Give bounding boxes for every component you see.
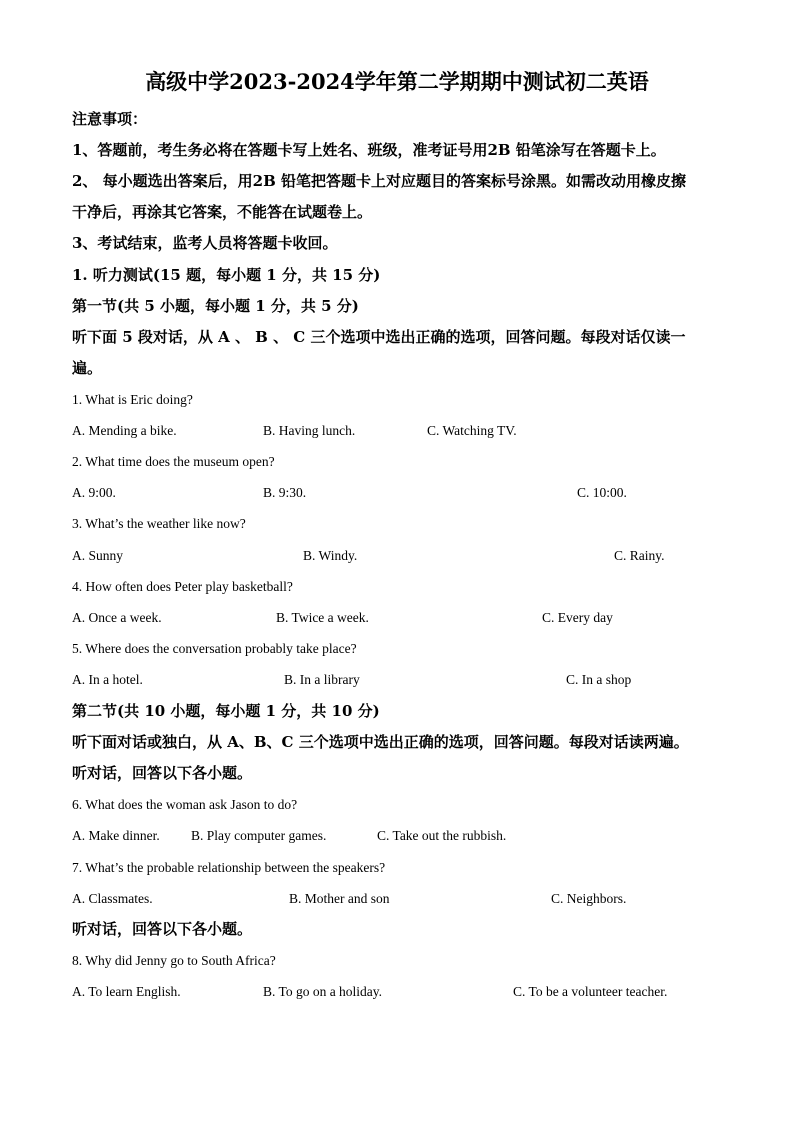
notice-item-1: 1、答题前，考生务必将在答题卡写上姓名、班级，准考证号用2B 铅笔涂写在答题卡上。 (72, 141, 666, 159)
question-8-stem: 8. Why did Jenny go to South Africa? (72, 953, 276, 968)
section2-sub-instruction-1: 听对话，回答以下各小题。 (72, 764, 253, 782)
section1-heading: 第一节(共 5 小题，每小题 1 分，共 5 分) (72, 297, 359, 315)
question-6-option-c: C. Take out the rubbish. (377, 828, 507, 843)
question-1-option-a: A. Mending a bike. (72, 423, 177, 438)
question-7-option-c: C. Neighbors. (551, 891, 627, 906)
section2-heading: 第二节(共 10 小题，每小题 1 分，共 10 分) (72, 702, 380, 720)
part1-heading: 1. 听力测试(15 题，每小题 1 分，共 15 分) (72, 266, 381, 284)
question-8-option-b: B. To go on a holiday. (263, 984, 383, 999)
question-4-option-a: A. Once a week. (72, 610, 162, 625)
question-1-option-c: C. Watching TV. (427, 423, 517, 438)
question-7-option-b: B. Mother and son (289, 891, 390, 906)
question-5-option-b: B. In a library (284, 672, 360, 687)
section2-instruction: 听下面对话或独白，从 A、B、C 三个选项中选出正确的选项，回答问题。每段对话读两遍。 (72, 733, 689, 751)
question-3-option-c: C. Rainy. (614, 548, 665, 563)
question-3-option-a: A. Sunny (72, 548, 124, 563)
question-6-stem: 6. What does the woman ask Jason to do? (72, 797, 298, 812)
notice-item-3: 3、考试结束，监考人员将答题卡收回。 (72, 234, 338, 252)
section2-sub-instruction-2: 听对话，回答以下各小题。 (72, 920, 253, 938)
section1-instruction-line-1: 听下面 5 段对话，从 A 、 B 、 C 三个选项中选出正确的选项，回答问题。每段对话仅读一 (72, 328, 686, 346)
notice-heading: 注意事项： (72, 110, 148, 128)
question-2-option-c: C. 10:00. (577, 485, 627, 500)
question-5-option-a: A. In a hotel. (72, 672, 143, 687)
question-4-stem: 4. How often does Peter play basketball? (72, 579, 293, 594)
question-3-option-b: B. Windy. (303, 548, 358, 563)
notice-item-2-line-1: 2、 每小题选出答案后，用2B 铅笔把答题卡上对应题目的答案标号涂黑。如需改动用橡皮擦 (72, 172, 687, 190)
question-7-stem: 7. What’s the probable relationship between the speakers? (72, 860, 386, 875)
question-5-stem: 5. Where does the conversation probably take place? (72, 641, 357, 656)
question-8-option-c: C. To be a volunteer teacher. (513, 984, 668, 999)
question-4-option-b: B. Twice a week. (276, 610, 369, 625)
question-7-option-a: A. Classmates. (72, 891, 153, 906)
question-2-option-a: A. 9:00. (72, 485, 116, 500)
question-1-option-b: B. Having lunch. (263, 423, 356, 438)
question-6-option-a: A. Make dinner. (72, 828, 160, 843)
question-3-stem: 3. What’s the weather like now? (72, 516, 246, 531)
question-8-option-a: A. To learn English. (72, 984, 181, 999)
question-5-option-c: C. In a shop (566, 672, 632, 687)
question-6-option-b: B. Play computer games. (191, 828, 327, 843)
question-1-stem: 1. What is Eric doing? (72, 392, 193, 407)
notice-item-2-line-2: 干净后，再涂其它答案，不能答在试题卷上。 (72, 203, 373, 221)
question-2-option-b: B. 9:30. (263, 485, 307, 500)
question-4-option-c: C. Every day (542, 610, 613, 625)
question-2-stem: 2. What time does the museum open? (72, 454, 275, 469)
exam-title: 高级中学2023-2024学年第二学期期中测试初二英语 (145, 69, 649, 94)
section1-instruction-line-2: 遍。 (72, 359, 103, 377)
